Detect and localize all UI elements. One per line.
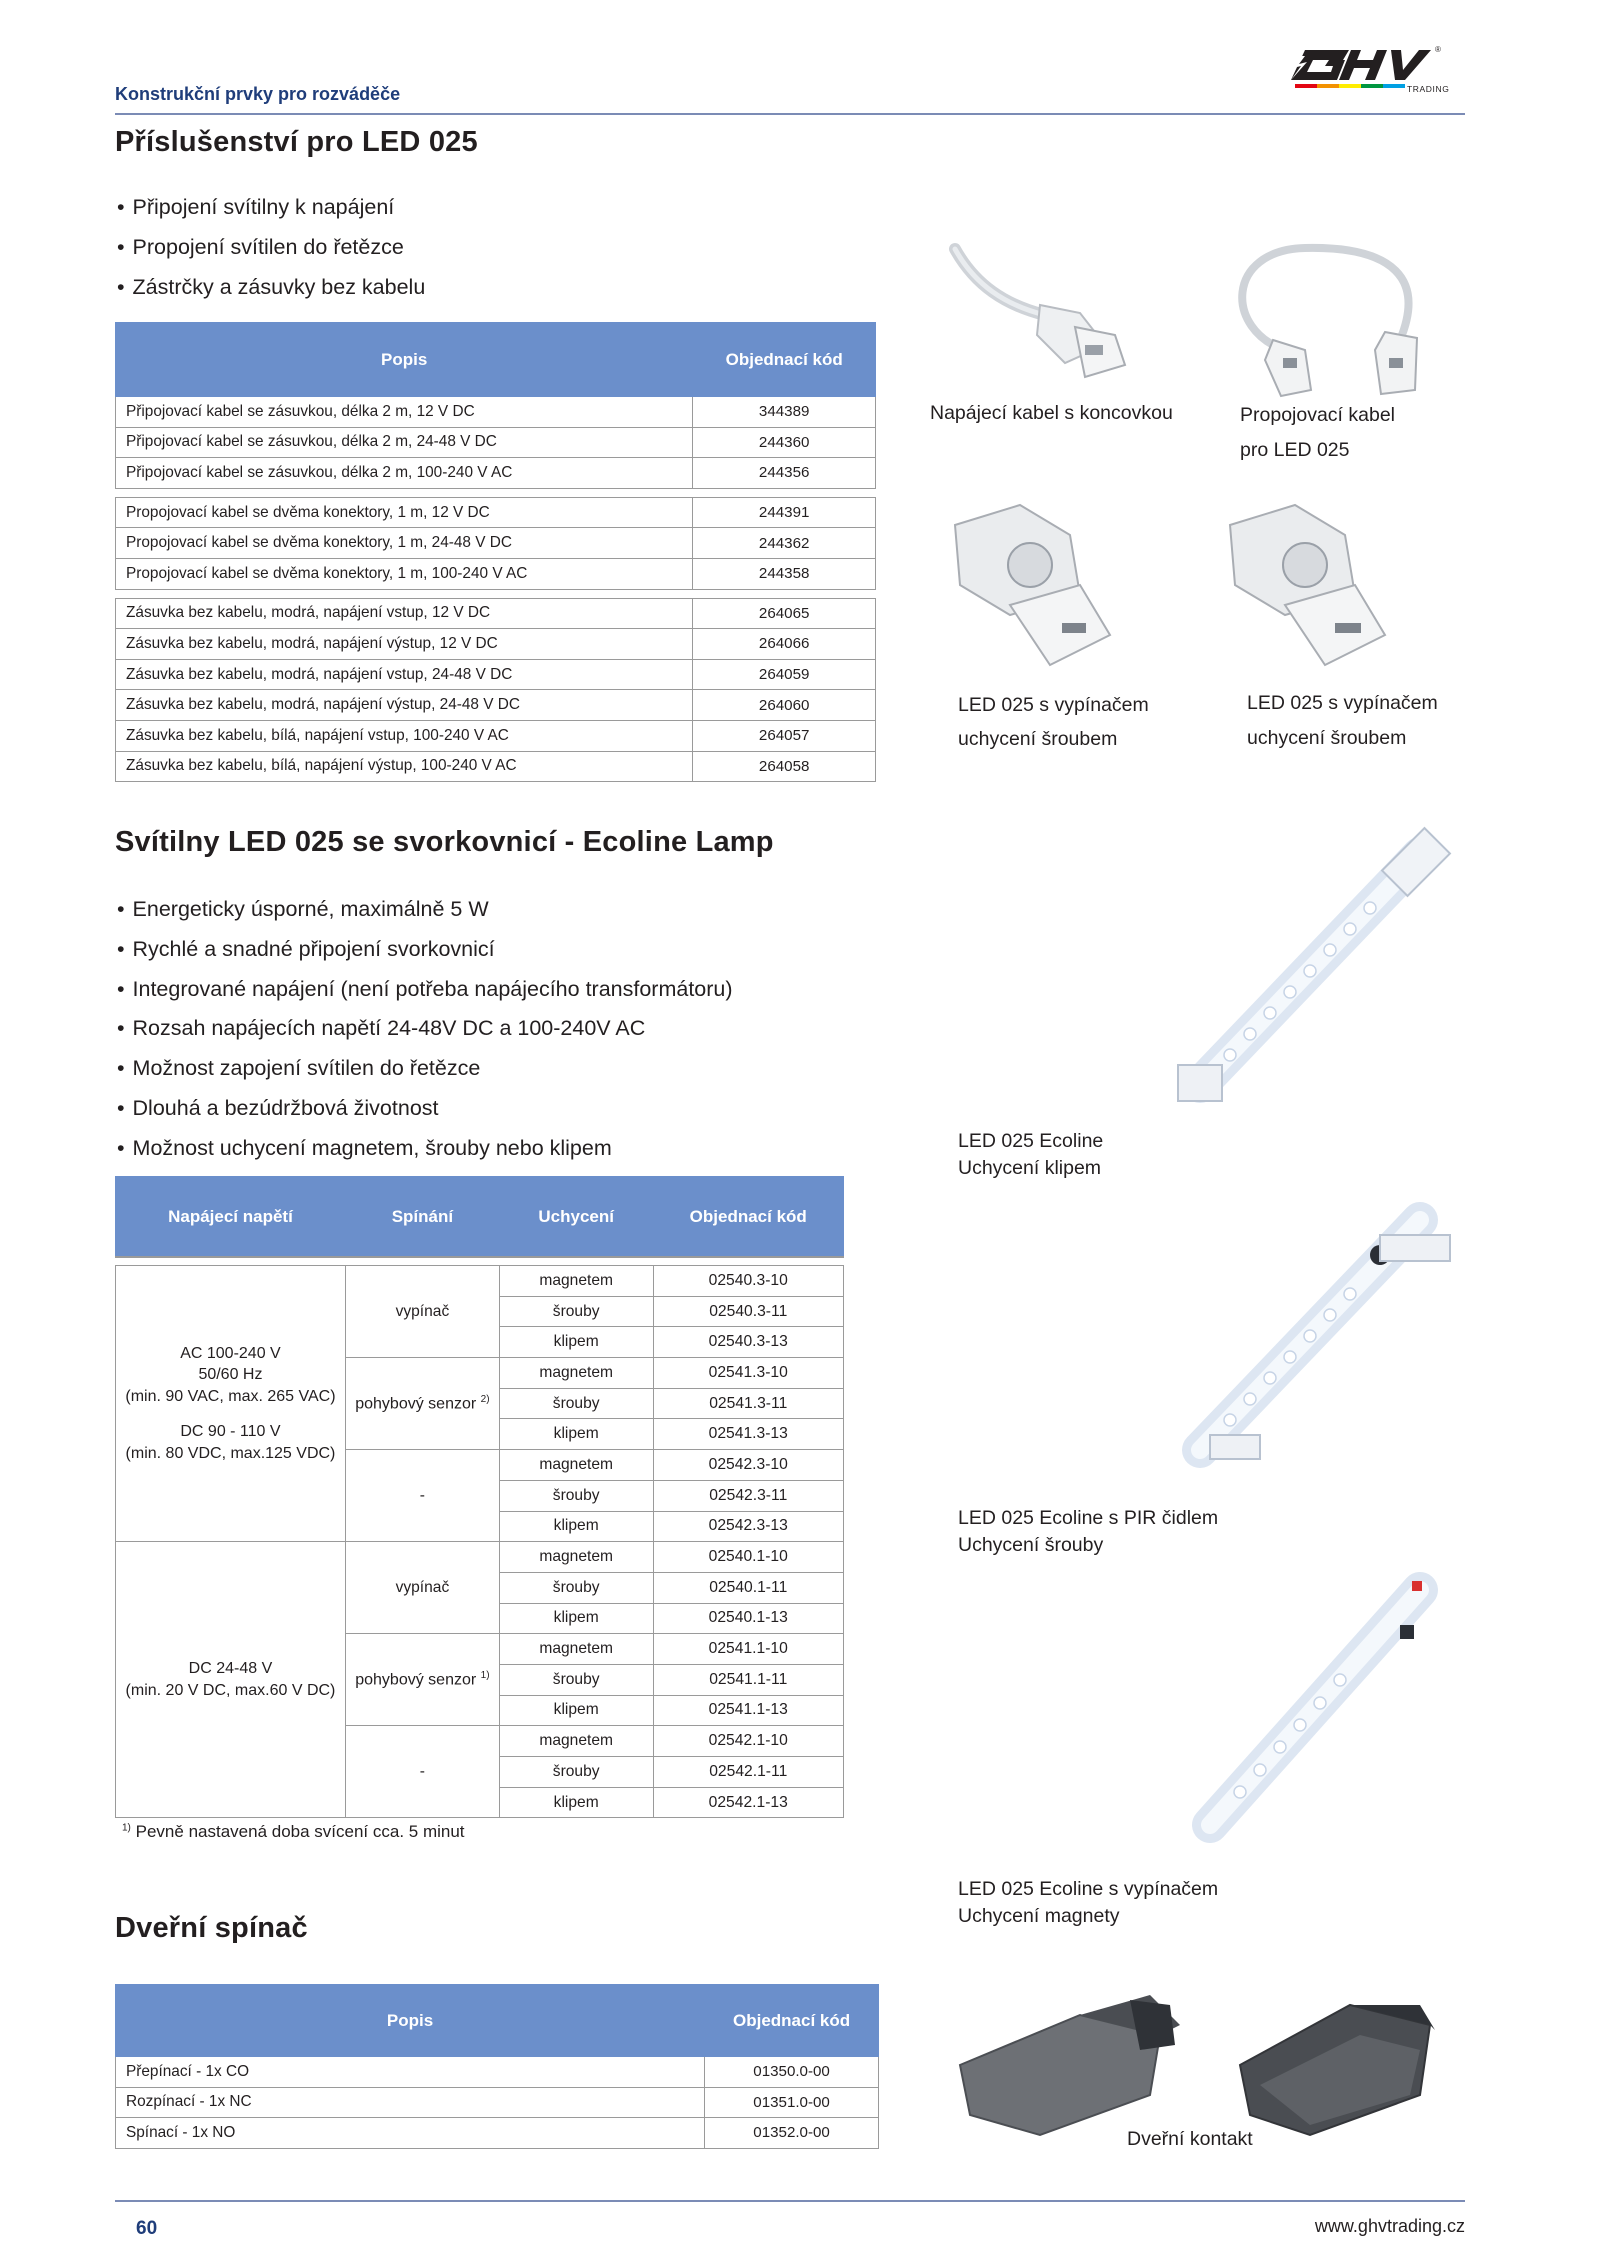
table-cell: klipem	[499, 1603, 653, 1634]
door-switch-table	[115, 1984, 879, 2149]
page-number: 60	[136, 2218, 158, 2239]
table-cell: šrouby	[499, 1572, 653, 1603]
table-cell: šrouby	[499, 1480, 653, 1511]
table-cell: Zásuvka bez kabelu, modrá, napájení výstup, 24-48 V DC	[116, 690, 693, 721]
caption-lamp2-line2: Uchycení šrouby	[958, 1534, 1104, 1556]
bullet-item: • Dlouhá a bezúdržbová životnost	[117, 1089, 733, 1129]
bullet-item: • Rozsah napájecích napětí 24-48V DC a 100-240V AC	[117, 1009, 733, 1049]
table-spacer-row	[116, 1985, 879, 2057]
col-header-mounting: Uchycení	[499, 1177, 653, 1257]
caption-switch-a-line2: uchycení šroubem	[958, 728, 1118, 750]
table-cell: šrouby	[499, 1388, 653, 1419]
table-cell	[693, 589, 876, 598]
table-cell: pohybový senzor $^{1)}$	[345, 1634, 499, 1726]
table-cell: 02541.3-11	[653, 1388, 844, 1419]
table-row	[116, 558, 876, 589]
table-cell: 02541.1-13	[653, 1695, 844, 1726]
table-cell: klipem	[499, 1787, 653, 1818]
table-cell: -	[345, 1726, 499, 1818]
table-cell: Připojovací kabel se zásuvkou, délka 2 m, 12 V DC	[116, 397, 693, 428]
table-cell: 244356	[693, 458, 876, 489]
table-cell: vypínač	[345, 1542, 499, 1634]
ecoline-lamp-table	[115, 1176, 844, 1818]
table-cell: 02542.3-13	[653, 1511, 844, 1542]
table-cell: šrouby	[499, 1757, 653, 1788]
bullet-item: • Integrované napájení (není potřeba napájecího transformátoru)	[117, 970, 733, 1010]
bullet-item: • Možnost zapojení svítilen do řetězce	[117, 1049, 733, 1089]
ecoline-lamp-magnet-image	[1150, 1555, 1470, 1855]
table-row	[116, 458, 876, 489]
table-cell: 264059	[693, 659, 876, 690]
caption-lamp2-line1: LED 025 Ecoline s PIR čidlem	[958, 1507, 1219, 1529]
table-row	[116, 1266, 844, 1297]
section2-title: Svítilny LED 025 se svorkovnicí - Ecoline Lamp	[115, 826, 774, 858]
bullet-item: • Možnost uchycení magnetem, šrouby nebo klipem	[117, 1129, 733, 1169]
website-link[interactable]: www.ghvtrading.cz	[1314, 2216, 1465, 2236]
table-cell: 244391	[693, 497, 876, 528]
bullet-item: • Energeticky úsporné, maximálně 5 W	[117, 890, 733, 930]
footnote	[122, 1822, 465, 1842]
dc-voltage-cell: DC 24-48 V (min. 20 V DC, max.60 V DC)	[116, 1542, 346, 1818]
table-cell	[116, 488, 693, 497]
section1-bullets	[117, 188, 425, 307]
col-header-voltage: Napájecí napětí	[116, 1177, 346, 1257]
table-cell: Zásuvka bez kabelu, bílá, napájení vstup, 100-240 V AC	[116, 720, 693, 751]
table-cell: 02540.3-10	[653, 1266, 844, 1297]
table-cell: vypínač	[345, 1266, 499, 1358]
caption-lamp3-line1: LED 025 Ecoline s vypínačem	[958, 1878, 1219, 1900]
col-header-order-code: Objednací kód	[693, 323, 876, 397]
table-cell: magnetem	[499, 1266, 653, 1297]
table-cell: 02540.1-10	[653, 1542, 844, 1573]
table-row	[116, 397, 876, 428]
table-cell: magnetem	[499, 1542, 653, 1573]
caption-door-contact: Dveřní kontakt	[1127, 2128, 1253, 2150]
caption-lamp1-line2: Uchycení klipem	[958, 1157, 1102, 1179]
table-cell: 02540.3-11	[653, 1296, 844, 1327]
table-row	[116, 629, 876, 660]
table-cell: 02541.1-11	[653, 1664, 844, 1695]
table-cell: klipem	[499, 1511, 653, 1542]
table-cell	[116, 1257, 346, 1266]
table-cell: Zásuvka bez kabelu, modrá, napájení vstup, 12 V DC	[116, 598, 693, 629]
table-cell: klipem	[499, 1695, 653, 1726]
ecoline-lamp-clip-image	[1150, 830, 1470, 1120]
table-cell: 02540.1-11	[653, 1572, 844, 1603]
link-cable-image	[1225, 240, 1445, 410]
table-cell: šrouby	[499, 1296, 653, 1327]
table-cell: 02540.1-13	[653, 1603, 844, 1634]
caption-link-cable-line1: Propojovací kabel	[1240, 404, 1396, 426]
table-cell: klipem	[499, 1327, 653, 1358]
caption-switch-b-line1: LED 025 s vypínačem	[1247, 692, 1438, 714]
table-cell: 02542.3-11	[653, 1480, 844, 1511]
table-cell: Připojovací kabel se zásuvkou, délka 2 m, 24-48 V DC	[116, 427, 693, 458]
table-spacer-row	[116, 488, 876, 497]
caption-power-cable: Napájecí kabel s koncovkou	[930, 402, 1173, 424]
table-row	[116, 690, 876, 721]
table-cell: 264058	[693, 751, 876, 782]
table-cell: magnetem	[499, 1358, 653, 1389]
ac-voltage-cell: AC 100-240 V 50/60 Hz (min. 90 VAC, max. 265 VAC) DC 90 - 110 V (min. 80 VDC, max.125 VDC)	[116, 1266, 346, 1542]
power-cable-image	[945, 245, 1165, 395]
table-cell	[653, 1257, 844, 1266]
table-row	[116, 2057, 879, 2088]
caption-link-cable-line2: pro LED 025	[1240, 439, 1350, 461]
table-row	[116, 2118, 879, 2149]
col-header-description: Popis	[116, 1985, 705, 2057]
table-spacer-row	[116, 323, 876, 397]
socket-with-switch-image-b	[1225, 505, 1395, 675]
table-cell	[116, 589, 693, 598]
bullet-item: • Zástrčky a zásuvky bez kabelu	[117, 268, 425, 308]
table-cell: Zásuvka bez kabelu, modrá, napájení výstup, 12 V DC	[116, 629, 693, 660]
table-spacer-row	[116, 589, 876, 598]
section3-title: Dveřní spínač	[115, 1912, 308, 1944]
table-cell: 01351.0-00	[705, 2087, 879, 2118]
table-cell: Propojovací kabel se dvěma konektory, 1 m, 100-240 V AC	[116, 558, 693, 589]
table-cell: Připojovací kabel se zásuvkou, délka 2 m, 100-240 V AC	[116, 458, 693, 489]
table-cell: 02542.1-13	[653, 1787, 844, 1818]
table-cell: 02540.3-13	[653, 1327, 844, 1358]
table-cell: 02541.3-13	[653, 1419, 844, 1450]
table-row	[116, 720, 876, 751]
table-cell: 244358	[693, 558, 876, 589]
table-cell: 264057	[693, 720, 876, 751]
caption-switch-a-line1: LED 025 s vypínačem	[958, 694, 1149, 716]
socket-with-switch-image-a	[950, 505, 1120, 675]
col-header-description: Popis	[116, 323, 693, 397]
table-cell: šrouby	[499, 1664, 653, 1695]
table-cell: 244360	[693, 427, 876, 458]
table-cell	[499, 1257, 653, 1266]
table-cell: 01350.0-00	[705, 2057, 879, 2088]
caption-lamp3-line2: Uchycení magnety	[958, 1905, 1120, 1927]
table-row	[116, 751, 876, 782]
table-cell: Propojovací kabel se dvěma konektory, 1 m, 12 V DC	[116, 497, 693, 528]
table-cell: magnetem	[499, 1634, 653, 1665]
col-header-order-code: Objednací kód	[653, 1177, 844, 1257]
accessories-table	[115, 322, 876, 782]
table-cell: 264066	[693, 629, 876, 660]
table-cell: Zásuvka bez kabelu, modrá, napájení vstup, 24-48 V DC	[116, 659, 693, 690]
table-cell: Rozpínací - 1x NC	[116, 2087, 705, 2118]
table-cell: -	[345, 1450, 499, 1542]
section1-title: Příslušenství pro LED 025	[115, 126, 478, 158]
table-cell: 02541.3-10	[653, 1358, 844, 1389]
table-spacer-row	[116, 1177, 844, 1257]
table-cell: 264060	[693, 690, 876, 721]
table-cell: 02542.1-11	[653, 1757, 844, 1788]
table-row	[116, 427, 876, 458]
table-row	[116, 528, 876, 559]
table-cell: 02541.1-10	[653, 1634, 844, 1665]
table-cell: 02542.3-10	[653, 1450, 844, 1481]
bullet-item: • Připojení svítilny k napájení	[117, 188, 425, 228]
section-header: Konstrukční prvky pro rozváděče	[115, 84, 401, 104]
footnote-mark: 1)	[122, 1822, 131, 1834]
table-spacer-row	[116, 1257, 844, 1266]
table-cell: Zásuvka bez kabelu, bílá, napájení výstup, 100-240 V AC	[116, 751, 693, 782]
table-cell	[345, 1257, 499, 1266]
table-cell	[693, 488, 876, 497]
table-cell: 244362	[693, 528, 876, 559]
table-row	[116, 497, 876, 528]
table-cell: Propojovací kabel se dvěma konektory, 1 m, 24-48 V DC	[116, 528, 693, 559]
ecoline-lamp-pir-image	[1150, 1185, 1470, 1485]
table-cell: magnetem	[499, 1450, 653, 1481]
col-header-order-code: Objednací kód	[705, 1985, 879, 2057]
footer-divider	[115, 2200, 1465, 2202]
table-cell: klipem	[499, 1419, 653, 1450]
table-cell: pohybový senzor $^{2)}$	[345, 1358, 499, 1450]
table-cell: magnetem	[499, 1726, 653, 1757]
footnote-text: Pevně nastavená doba svícení cca. 5 minut	[135, 1822, 465, 1841]
header-divider	[115, 113, 1465, 115]
bullet-item: • Rychlé a snadné připojení svorkovnicí	[117, 930, 733, 970]
table-row	[116, 598, 876, 629]
table-cell: 344389	[693, 397, 876, 428]
logo-registered-mark: ®	[1435, 45, 1441, 54]
ghv-trading-logo	[1287, 44, 1467, 106]
caption-lamp1-line1: LED 025 Ecoline	[958, 1130, 1104, 1152]
col-header-switching: Spínání	[345, 1177, 499, 1257]
table-cell: 02542.1-10	[653, 1726, 844, 1757]
caption-switch-b-line2: uchycení šroubem	[1247, 727, 1407, 749]
table-cell: 264065	[693, 598, 876, 629]
section2-bullets	[117, 890, 733, 1169]
table-cell: 01352.0-00	[705, 2118, 879, 2149]
table-row	[116, 659, 876, 690]
table-cell: Přepínací - 1x CO	[116, 2057, 705, 2088]
logo-subtitle: TRADING	[1407, 84, 1450, 94]
table-row	[116, 1542, 844, 1573]
table-row	[116, 2087, 879, 2118]
bullet-item: • Propojení svítilen do řetězce	[117, 228, 425, 268]
table-cell: Spínací - 1x NO	[116, 2118, 705, 2149]
